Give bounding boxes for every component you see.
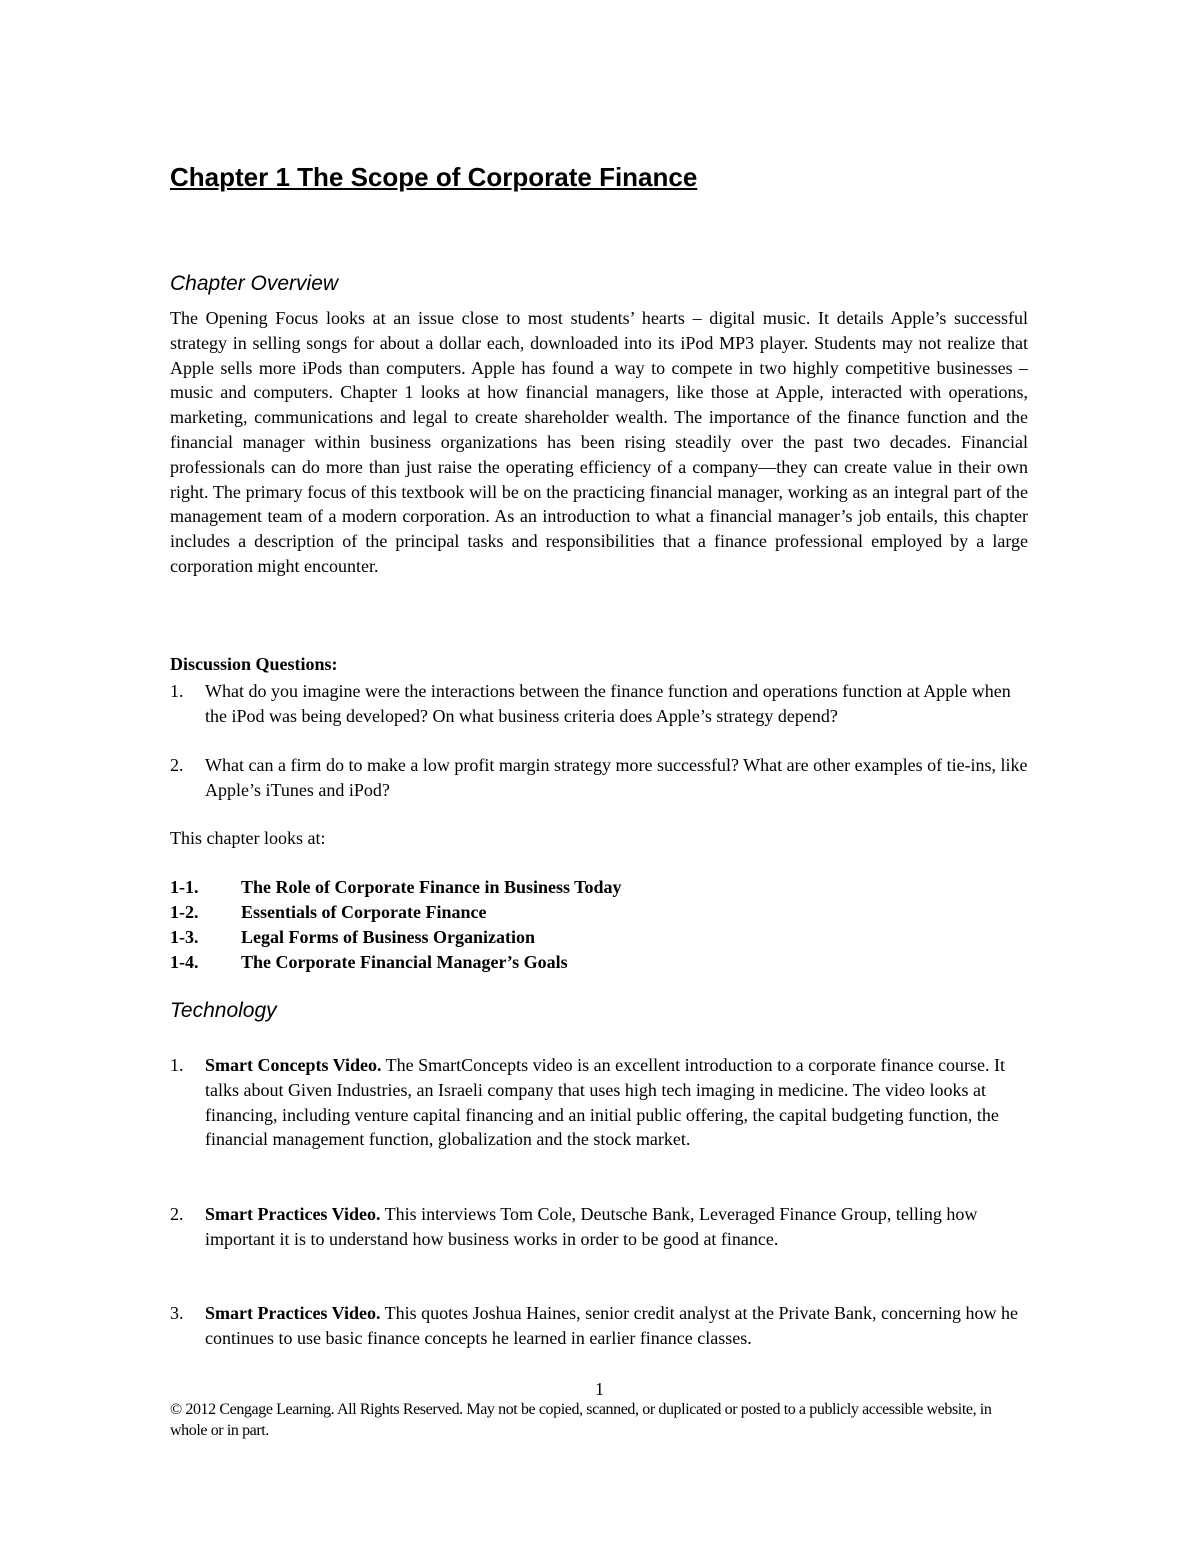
- technology-item-description: The SmartConcepts video is an excellent introduction to a corporate finance course. It talks about Given Industries, an Israeli company that uses high tech imaging in medicine. The video looks at financing, including venture capital financing and an initial public offering, the capital budgeting function, the financial management function, globalization and the stock market.: [205, 1055, 1005, 1150]
- section-title: The Corporate Financial Manager’s Goals: [241, 952, 568, 972]
- question-number: 2.: [170, 755, 184, 775]
- question-number: 1.: [170, 681, 184, 701]
- technology-item-text: [205, 1301, 1028, 1351]
- overview-paragraph: The Opening Focus looks at an issue close to most students’ hearts – digital music. It details Apple’s successful strategy in selling songs for about a dollar each, downloaded into its iPod MP3 player. Students may not realize that Apple sells more iPods than computers. Apple has found a way to compete in two highly competitive businesses – music and computers. Chapter 1 looks at how financial managers, like those at Apple, interacted with operations, marketing, communications and legal to create shareholder wealth. The importance of the finance function and the financial manager within business organizations has been rising steadily over the past two decades. Financial professionals can do more than just raise the operating efficiency of a company—they can create value in their own right. The primary focus of this textbook will be on the practicing financial manager, working as an integral part of the management team of a modern corporation. As an introduction to what a financial manager’s job entails, this chapter includes a description of the principal tasks and responsibilities that a finance professional employed by a large corporation might encounter.: [170, 308, 1028, 576]
- technology-item-description: This quotes Joshua Haines, senior credit analyst at the Private Bank, concerning how he continues to use basic finance concepts he learned in earlier finance classes.: [205, 1303, 1018, 1348]
- technology-item-text: [205, 1053, 1028, 1152]
- section-number: 1-4.: [170, 952, 199, 972]
- section-number: 1-1.: [170, 877, 199, 897]
- question-text: What do you imagine were the interactions between the finance function and operations function at Apple when the iPod was being developed? On what business criteria does Apple’s strategy depend?: [205, 681, 1011, 726]
- section-number: 1-3.: [170, 927, 199, 947]
- question-text: What can a firm do to make a low profit margin strategy more successful? What are other examples of tie-ins, like Apple’s iTunes and iPod?: [205, 755, 1028, 800]
- technology-heading: Technology: [170, 999, 277, 1022]
- technology-item-number: 2.: [170, 1204, 184, 1224]
- page-number: 1: [595, 1379, 604, 1399]
- discussion-questions-label: Discussion Questions:: [170, 654, 338, 674]
- technology-item-label: Smart Concepts Video.: [205, 1055, 382, 1075]
- copyright-footer: © 2012 Cengage Learning. All Rights Reserved. May not be copied, scanned, or duplicated or posted to a publicly accessible website, in whole or in part.: [170, 1401, 992, 1439]
- overview-heading: Chapter Overview: [170, 272, 339, 295]
- chapter-looks-at: This chapter looks at:: [170, 828, 326, 848]
- chapter-title: Chapter 1 The Scope of Corporate Finance: [170, 162, 698, 192]
- section-title: The Role of Corporate Finance in Business Today: [241, 877, 622, 897]
- technology-item-description: This interviews Tom Cole, Deutsche Bank, Leveraged Finance Group, telling how important it is to understand how business works in order to be good at finance.: [205, 1204, 978, 1249]
- technology-item-text: [205, 1202, 1028, 1252]
- technology-item-number: 1.: [170, 1055, 184, 1075]
- section-title: Legal Forms of Business Organization: [241, 927, 536, 947]
- technology-item-label: Smart Practices Video.: [205, 1204, 381, 1224]
- technology-item-number: 3.: [170, 1303, 184, 1323]
- technology-item-label: Smart Practices Video.: [205, 1303, 381, 1323]
- section-title: Essentials of Corporate Finance: [241, 902, 487, 922]
- section-number: 1-2.: [170, 902, 199, 922]
